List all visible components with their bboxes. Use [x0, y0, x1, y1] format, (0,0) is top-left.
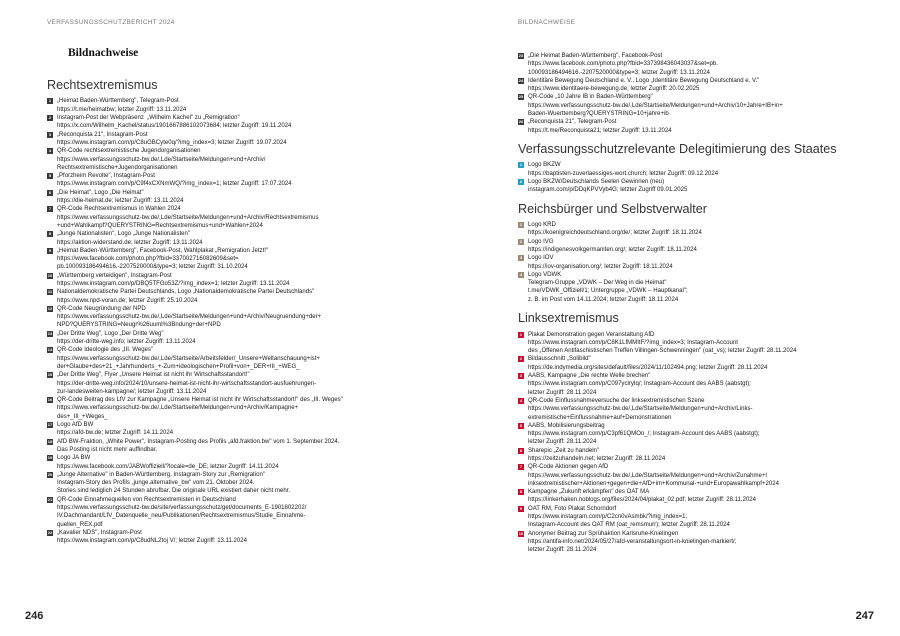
credit-text: Logo IVG https://indigenesvolkgermaniten.org/; letzter Zugriff: 18.11.2024 — [528, 238, 697, 253]
credit-text: Logo VDWK Telegram-Gruppe „VDWK – Der Weg in die Heimat" t.me/VDWK_Offiziell/1; Untergruppe „VDWK – Hauptkanal"; z. B. im Post vom 14.11.2024; letzter Zugriff: 18.11.2024 — [528, 271, 688, 303]
page-number-right: 247 — [855, 610, 874, 622]
item-number-badge: 1 — [519, 222, 523, 228]
item-number-badge: 13 — [47, 330, 53, 336]
item-number-badge: 21 — [47, 496, 53, 502]
credit-text: „Heimat Baden-Württemberg", Telegram-Post https://t.me/heimatbw; letzter Zugriff: 13.11.2024 — [57, 98, 187, 113]
item-number-badge: 11 — [47, 289, 53, 295]
credit-item — [47, 272, 382, 289]
credit-text: QR-Code rechtsextremistische Jugendorganisationen https://www.verfassungsschutz-bw.de/,Lde/Startseite/Meldungen+und+Archiv/ Rechtsextremistische+Jugendorganisationen — [57, 148, 266, 171]
list-linksextremismus — [518, 331, 853, 555]
credit-item — [518, 397, 853, 422]
credit-item — [518, 52, 853, 77]
list-reichsbuerger — [518, 221, 853, 304]
credit-text: Plakat Demonstration gegen Veranstaltung AfD https://www.instagram.com/p/C8K1LfMMItF/?img_index=3; Instagram-Account des „Offenen Antifaschistischen Treffen Villingen-Schwenningen" (oat_vs); letzter Zugriff: 28.11.2024 — [528, 331, 797, 355]
item-number-badge: 6 — [519, 447, 523, 453]
section-title-delegitimierung: Verfassungsschutzrelevante Delegitimierung des Staates — [518, 141, 837, 156]
item-number-badge: 17 — [47, 422, 53, 428]
right-column — [518, 52, 853, 555]
credit-text: Logo IOV https://iov-organisation.org/; letzter Zugriff: 18.11.2024 — [528, 255, 673, 270]
credit-text: „Die Heimat Baden-Württemberg", Facebook-Post https://www.facebook.com/photo.php?fbid=337398436043037&set=pb. 100093186494616.-2207520000&type=3; letzter Zugriff: 13.11.2024 — [528, 53, 718, 76]
credit-text: „Die Heimat", Logo „Die Heimat" https://die-heimat.de; letzter Zugriff: 13.11.2024 — [57, 189, 184, 205]
credit-item — [518, 331, 853, 356]
credit-text: „Der Dritte Weg", Flyer „Unsere Heimat ist nicht ihr Wirtschaftsstandort!" https://der-dritte-weg.info/2024/10/unsere-heimat-ist-nicht-ihr-wirtschaftsstandort-ausfuehrungen- zur-landesweiten-kampagne/; letzter Zugriff: 13.11.2024 — [57, 372, 317, 395]
item-number-badge: 8 — [519, 489, 523, 495]
credit-item — [47, 371, 382, 396]
left-column — [47, 78, 382, 546]
credit-text: „Reconquista 21", Telegram-Post https://t.me/Reconquista21; letzter Zugriff: 13.11.2024 — [528, 119, 672, 134]
credit-item — [47, 305, 382, 330]
item-number-badge: 18 — [47, 438, 53, 444]
item-number-badge: 19 — [47, 455, 53, 461]
credit-text: AfD BW-Fraktion, „White Power", Instagram-Posting des Profils „afd.fraktion.bw" vom 1. September 2024. Das Posting ist nicht mehr auffindbar. — [57, 438, 340, 453]
credit-text: Logo KRD https://koenigreichdeutschland.org/de/; letzter Zugriff: 18.11.2024 — [528, 222, 702, 237]
credit-item — [518, 505, 853, 530]
item-number-badge: 8 — [48, 231, 52, 237]
credit-item — [518, 178, 853, 195]
item-number-badge: 7 — [519, 464, 523, 470]
credit-item — [47, 247, 382, 272]
credit-item — [518, 463, 853, 488]
item-number-badge: 3 — [48, 131, 52, 137]
credit-text: Anonymer Beitrag zur Sprühaktion Karlsruhe-Knielingen https://antifa-info.net/2024/05/27/afd-veranstaltungsort-in-knielingen-markiert/; letzter Zugriff: 28.11.2024 — [528, 530, 737, 554]
item-number-badge: 2 — [48, 115, 52, 121]
credit-text: Bildausschnitt „Solibild" https://de.indymedia.org/sites/default/files/2024/11/102494.png; letzter Zugriff: 28.11.2024 — [528, 356, 768, 371]
credit-item — [518, 355, 853, 372]
item-number-badge: 2 — [519, 179, 523, 185]
list-rechtsextremismus-continued — [518, 52, 853, 135]
credit-text: „Junge Nationalisten", Logo „Junge Nationalisten" https://aktion-widerstand.de; letzter Zugriff: 13.11.2024 — [57, 231, 203, 246]
item-number-badge: 2 — [519, 238, 523, 244]
credit-text: QR-Code Aktionen gegen AfD https://www.verfassungsschutz-bw.de/,Lde/Startseite/Meldungen+und+Archiv/Zunahme+l inksextremistischer+Aktionen+gegen+die+AfD+im+Kommunal-+und+Europawahlkampf+2024 — [528, 464, 779, 487]
credit-item — [47, 496, 382, 529]
running-head-left: VERFASSUNGSSCHUTZBERICHT 2024 — [47, 19, 175, 26]
credit-text: Identitäre Bewegung Deutschland e. V., Logo „Identitäre Bewegung Deutschland e. V." https://www.identitaere-bewegung.de; letzter Zugriff: 20.02.2025 — [528, 77, 760, 93]
item-number-badge: 9 — [519, 505, 523, 511]
credit-item — [47, 230, 382, 247]
credit-text: QR-Code Neugründung der NPD https://www.verfassungsschutz-bw.de/,Lde/Startseite/Meldungen+und+Archiv/Neugruendung+der+ NPD?QUERYSTRING=Neugr%26uuml%3Bndung+der+NPD — [57, 305, 322, 329]
credit-item — [47, 189, 382, 206]
credit-item — [518, 271, 853, 304]
credit-item — [47, 205, 382, 230]
credit-item — [518, 221, 853, 238]
item-number-badge: 1 — [519, 331, 523, 337]
item-number-badge: 24 — [518, 77, 524, 83]
item-number-badge: 10 — [47, 272, 53, 278]
item-number-badge: 5 — [48, 173, 52, 179]
credit-text: Kampagne „Zukunft erkämpfen" des OAT MA https://linkerhaken.noblogs.org/files/2024/04/plakat_02.pdf; letzter Zugriff: 28.11.2024 — [528, 489, 757, 504]
running-head-right: BILDNACHWEISE — [518, 19, 576, 26]
credit-item — [518, 77, 853, 94]
credit-item — [518, 93, 853, 118]
credit-item — [518, 488, 853, 505]
item-number-badge: 16 — [47, 397, 53, 403]
credit-text: „Heimat Baden-Württemberg", Facebook-Post, Wahlplakat „Remigration Jetzt!" https://www.facebook.com/photo.php?fbid=337002716082609&set= pb.100093186494616.-2207520000&type=3; letzter Zugriff: 31.10.2024 — [57, 247, 269, 271]
item-number-badge: 25 — [518, 94, 524, 100]
credit-text: „Junge Alternative" in Baden-Württemberg, Instagram-Story zur „Remigration" Instagram-Story des Profils „junge.alternative_bw" vom 21. Oktober 2024. Stories sind lediglich 24 Stunden abrufbar. Die originale URL existiert daher nicht mehr. — [57, 471, 291, 495]
credit-text: AABS, Kampagne „Die rechte Welle brechen" https://www.instagram.com/p/C097yclryIq/; Instagram-Account des AABS (aabstgt); letzter Zugriff: 28.11.2024 — [528, 373, 751, 396]
credit-item — [47, 131, 382, 148]
credit-text: Logo BKZW/Deutschlands Seelen Gewinnen (neu) instagram.com/p/DDqKPVVyb4G; letzter Zugriff 09.01.2025 — [528, 179, 688, 194]
item-number-badge: 6 — [48, 189, 52, 195]
right-page — [450, 0, 900, 636]
list-delegitimierung — [518, 161, 853, 194]
credit-text: QR-Code Ideologie des „III. Weges" https://www.verfassungsschutz-bw.de/,Lde/Startseite/Arbeitsfelder/_Unsere+Weltanschauung+ist+ der+Glaube+des+21_+Jahrhunderts_+-Zum+ideologischen+Profil+von+_DER+III_+WEG_ — [57, 347, 320, 370]
credit-text: QR-Code Beitrag des LfV zur Kampagne „Unsere Heimat ist nicht ihr Wirtschaftsstandort!" des „III. Weges" https://www.verfassungsschutz-bw.de/,Lde/Startseite/Meldungen+und+Archiv/Kampagne+ des+_III_+Weges_ — [57, 397, 343, 420]
credit-text: „Kavalier NDS", Instagram-Post https://www.instagram.com/p/C8udNL2toj V/; letzter Zugriff: 13.11.2024 — [57, 529, 248, 545]
item-number-badge: 20 — [47, 471, 53, 477]
credit-text: „Der Dritte Weg", Logo „Der Dritte Weg" https://der-dritte-weg.info; letzter Zugriff: 13.11.2024 — [57, 330, 196, 346]
credit-item — [47, 97, 382, 114]
credit-item — [518, 530, 853, 555]
item-number-badge: 26 — [518, 119, 524, 125]
credit-item — [47, 438, 382, 455]
credit-text: Logo BKZW https://baptisten-zuverlaessiges-wort.church; letzter Zugriff: 09.12.2024 — [528, 162, 719, 177]
credit-item — [518, 372, 853, 397]
item-number-badge: 4 — [519, 271, 523, 277]
item-number-badge: 3 — [519, 373, 523, 379]
page-number-left: 246 — [25, 610, 44, 622]
credit-text: QR-Code Rechtsextremismus in Wahlen 2024 https://www.verfassungsschutz-bw.de/,Lde/Startseite/Meldungen+und+Archiv/Rechtsextremismus +und+Wahlkampf?QUERYSTRING=Rechtsextremismus+und+Wahlen+2024 — [57, 206, 319, 229]
credit-item — [47, 346, 382, 371]
credit-item — [518, 161, 853, 178]
list-rechtsextremismus — [47, 97, 382, 545]
credit-item — [47, 147, 382, 172]
item-number-badge: 4 — [48, 148, 52, 154]
item-number-badge: 2 — [519, 356, 523, 362]
item-number-badge: 7 — [48, 206, 52, 212]
credit-item — [47, 288, 382, 305]
credit-text: „Württemberg verteidigen", Instagram-Post https://www.instagram.com/p/DBQ5TFGo53Z/?img_index=1; letzter Zugriff: 13.11.2024 — [57, 272, 290, 287]
item-number-badge: 3 — [519, 255, 523, 261]
item-number-badge: 1 — [519, 162, 523, 168]
credit-text: „Reconquista 21", Instagram-Post https://www.instagram.com/p/C8uGBCyte0q/?img_index=3; letzter Zugriff: 19.07.2024 — [57, 131, 287, 146]
credit-item — [518, 238, 853, 255]
credit-text: QR-Code „10 Jahre IB in Baden-Württemberg" https://www.verfassungsschutz-bw.de/,Lde/Startseite/Meldungen+und+Archiv/10+Jahre+IB+in+ Baden-Wuerttemberg?QUERYSTRING=10+jahre+ib — [528, 94, 783, 118]
credit-text: QR-Code Einnahmequellen von Rechtsextremisten in Deutschland https://www.verfassungsschutz-bw.de/site/verfassungsschutz/get/documents_E-1901802202/ IV.Dachmandant/LfV_Datenquelle_neu/Publikationen/Rechtsextremismus/Studie_Einnahme- quellen_REX.pdf — [57, 496, 307, 528]
credit-item — [518, 118, 853, 135]
item-number-badge: 4 — [519, 397, 523, 403]
credit-item — [518, 254, 853, 271]
item-number-badge: 10 — [518, 530, 524, 536]
item-number-badge: 23 — [518, 53, 524, 58]
credit-item — [518, 447, 853, 464]
credit-item — [47, 114, 382, 131]
section-title-reichsbuerger: Reichsbürger und Selbstverwalter — [518, 201, 707, 216]
credit-item — [47, 421, 382, 438]
item-number-badge: 12 — [47, 305, 53, 311]
credit-item — [518, 422, 853, 447]
credit-text: Sharepic „Zeit zu handeln" https://zeitzuhandeln.net; letzter Zugriff: 28.11.2024 — [528, 447, 666, 462]
item-number-badge: 22 — [47, 529, 53, 535]
credit-text: Nationaldemokratische Partei Deutschlands, Logo „Nationaldemokratische Partei Deutschlands" https://www.npd-voran.de; letzter Zugriff: 25.10.2024 — [57, 289, 315, 304]
doc-title: Bildnachweise — [68, 47, 139, 59]
item-number-badge: 15 — [47, 372, 53, 378]
item-number-badge: 1 — [48, 98, 52, 104]
credit-text: OAT RM, Foto Plakat Schorndorf https://www.instagram.com/p/C2cn0vAsmbk/?img_index=1; Instagram-Account des OAT RM (oat_remsmurr); letzter Zugriff: 28.11.2024 — [528, 505, 730, 529]
credit-text: Logo JA BW https://www.facebook.com/JABWoffiziell/?locale=de_DE; letzter Zugriff: 14.11.2024 — [57, 455, 279, 470]
item-number-badge: 9 — [48, 247, 52, 253]
item-number-badge: 5 — [519, 422, 523, 428]
credit-item — [47, 396, 382, 421]
credit-text: QR-Code Einflussnahmeversuche der linksextremistischen Szene https://www.verfassungsschutz-bw.de/,Lde/Startseite/Meldungen+und+Archiv/Links- extremistische+Einflussnahme+auf+Demonstrationen — [528, 397, 753, 421]
item-number-badge: 14 — [47, 347, 53, 353]
credit-text: „Pforzheim Revolte", Instagram-Post https://www.instagram.com/p/C9f4xCXNmWQ/?img_index=1; letzter Zugriff: 17.07.2024 — [57, 173, 292, 188]
credit-item — [47, 454, 382, 471]
section-title-linksextremismus: Linksextremismus — [518, 311, 619, 326]
credit-item — [47, 529, 382, 546]
credit-item — [47, 330, 382, 347]
section-title-rechtsextremismus: Rechtsextremismus — [47, 78, 158, 92]
credit-text: Logo AfD BW https://afd-bw.de; letzter Zugriff: 14.11.2024 — [57, 422, 174, 437]
credit-text: AABS, Mobilisierungsbeitrag https://www.instagram.com/p/C3pf61QMOo_/; Instagram-Account des AABS (aabstgt); letzter Zugriff: 28.11.2024 — [528, 422, 760, 446]
credit-item — [47, 471, 382, 496]
credit-text: Instagram-Post der Webpräsenz „Wilhelm Kachel" zu „Remigration" https://x.com/Wilhelm_Kachel/status/1901667886102073684; letzter Zugriff: 19.11.2024 — [57, 115, 292, 130]
credit-item — [47, 172, 382, 189]
